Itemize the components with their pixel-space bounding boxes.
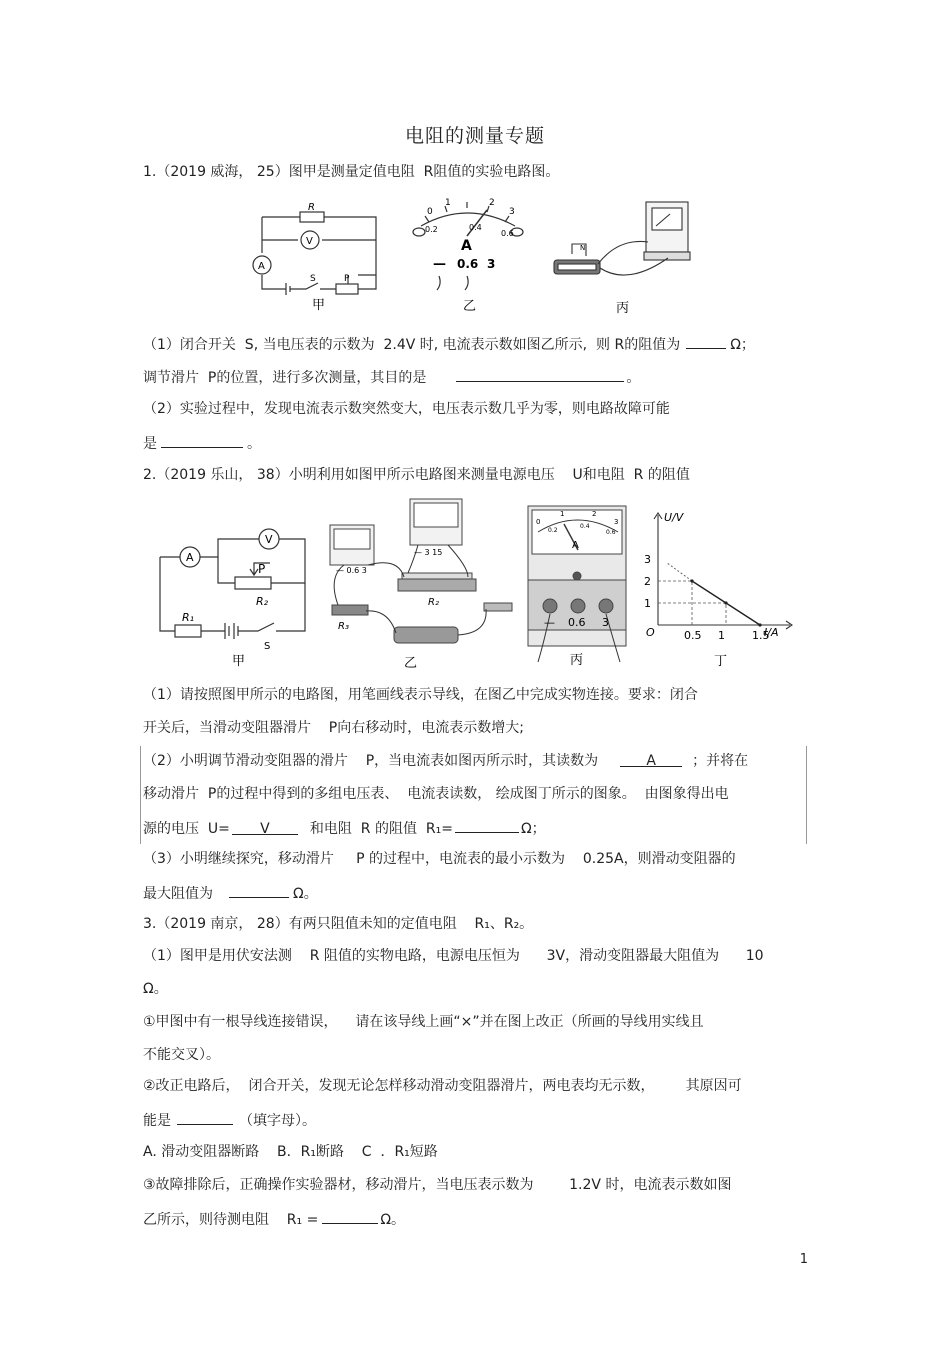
x-tick-label: 0.5 <box>684 629 702 642</box>
caption-bing: 丙 <box>616 301 630 316</box>
slider-P-label: P <box>258 562 266 576</box>
dial-tick-3: 3 <box>509 207 515 217</box>
terminal-negative: — <box>433 257 446 272</box>
q3-sub3-line1: ③故障排除后，正确操作实验器材，移动滑片，当电压表示数为 1.2V 时，电流表示数如图 <box>143 1177 732 1193</box>
dial-tick-1: 1 <box>445 198 451 208</box>
q1-part1-line1 <box>143 333 755 355</box>
data-point <box>758 623 761 626</box>
q2-part2-line1: （2）小明调节滑动变阻器的滑片 P，当电流表如图丙所示时，其读数为 A ；并将在 <box>143 753 749 769</box>
q3-heading: 3.（2019 南京， 28）有两只阻值未知的定值电阻 R₁、R₂。 <box>143 916 534 932</box>
q1-part1-line2: 调节滑片 P的位置，进行多次测量，其目的是 。 <box>143 366 640 388</box>
q1-figure-jia-circuit <box>248 195 388 317</box>
R2-label: R₂ <box>256 595 269 608</box>
q2-part1-line2: 开关后，当滑动变阻器滑片 P向右移动时，电流表示数增大; <box>143 720 524 736</box>
caption-jia: 甲 <box>232 654 246 669</box>
q1-answer-purpose-blank[interactable] <box>456 366 624 382</box>
voltmeter-symbol: V <box>265 533 273 546</box>
q2-unit-V: V <box>260 821 270 837</box>
left-margin-bar <box>140 746 141 844</box>
q2-figure-jia-circuit <box>150 515 315 670</box>
q1-purpose-text: 调节滑片 P的位置，进行多次测量，其目的是 <box>143 370 427 386</box>
q3-sub1-line1: ①甲图中有一根导线连接错误， 请在该导线上画“×”并在图上改正（所画的导线用实线且 <box>143 1014 704 1030</box>
switch-S-label: S <box>310 274 316 284</box>
page-number: 1 <box>799 1252 808 1267</box>
U-I-extension-line <box>666 562 692 581</box>
q2-part3-line1: （3）小明继续探究，移动滑片 P 的过程中，电流表的最小示数为 0.25A，则滑动变阻器的 <box>143 851 736 867</box>
q2-answer-R1-blank[interactable] <box>455 817 519 833</box>
terminal-3: 3 <box>487 257 496 271</box>
data-point <box>690 579 693 582</box>
y-tick-label: 3 <box>644 553 651 566</box>
q1-part2-line2: 是 。 <box>143 432 261 454</box>
q3-part1-line1: （1）图甲是用伏安法测 R 阻值的实物电路，电源电压恒为 3V，滑动变阻器最大阻值为 10 <box>143 948 764 964</box>
resistor-R-label: R <box>308 202 315 213</box>
q2-part2-line3: 源的电压 U= V 和电阻 R 的阻值 R₁= Ω； <box>143 817 546 839</box>
meter-unit-A: A <box>461 238 472 254</box>
dial-tick-0: 0 <box>427 207 433 217</box>
dial-subtick-0.6: 0.6 <box>501 229 514 238</box>
q2-part3-line2: 最大阻值为 Ω。 <box>143 882 318 904</box>
x-axis-label: I/A <box>764 626 779 639</box>
dial-subtick-0.4: 0.4 <box>469 223 482 232</box>
q1-figure-bing-apparatus <box>548 198 696 318</box>
right-margin-bar <box>806 746 807 844</box>
dial-tick-1: 1 <box>560 510 565 518</box>
q3-sub3-line2: 乙所示，则待测电阻 R₁ = Ω。 <box>143 1208 405 1230</box>
dial-tick-2: 2 <box>592 510 597 518</box>
terminal-3: 3 <box>602 616 609 629</box>
x-tick-label: 1.5 <box>752 629 770 642</box>
dial-subtick-0.6: 0.6 <box>606 529 616 536</box>
terminal-0.6: 0.6 <box>457 257 479 271</box>
q2-figure-ding-graph <box>640 505 800 672</box>
q3-sub2-line1: ②改正电路后， 闭合开关，发现无论怎样移动滑动变阻器滑片，两电表均无示数， 其原因可 <box>143 1078 742 1094</box>
q2-answer-current-blank[interactable] <box>620 751 682 767</box>
page-title: 电阻的测量专题 <box>404 125 545 147</box>
y-tick-label: 1 <box>644 597 651 610</box>
voltmeter-terminals-label: — 3 15 <box>414 548 443 557</box>
q3-sub1-line2: 不能交叉）。 <box>143 1047 220 1063</box>
voltmeter-symbol: V <box>306 236 313 247</box>
meter-unit-A: A <box>572 540 579 551</box>
q3-answer-reason-blank[interactable] <box>177 1109 233 1125</box>
label-N: N <box>580 244 586 252</box>
dial-subtick-0.4: 0.4 <box>580 523 590 530</box>
caption-jia: 甲 <box>312 298 326 313</box>
y-axis-label: U/V <box>664 511 684 524</box>
q1-unit: Ω； <box>730 337 755 353</box>
ammeter-symbol: A <box>186 551 194 564</box>
R1-label: R₁ <box>182 611 195 624</box>
caption-yi: 乙 <box>404 656 418 671</box>
dial-subtick-0.2: 0.2 <box>425 225 438 234</box>
q1-figure-yi-ammeter <box>405 196 530 318</box>
caption-bing: 丙 <box>570 653 584 668</box>
dial-tick-2: 2 <box>489 198 495 208</box>
y-tick-label: 2 <box>644 575 651 588</box>
R2-label: R₂ <box>428 597 439 608</box>
R3-label: R₃ <box>338 621 349 632</box>
q3-sub2-line2: 能是 （填字母）。 <box>143 1109 316 1131</box>
q1-part1-text: （1）闭合开关 S, 当电压表的示数为 2.4V 时, 电流表示数如图乙所示, 则 R的阻值为 <box>143 337 681 353</box>
data-point <box>724 601 727 604</box>
q1-answer-R-blank[interactable] <box>686 333 726 349</box>
q2-figure-bing-ammeter <box>522 502 634 670</box>
switch-S-label: S <box>264 641 271 652</box>
terminal-negative: — <box>544 616 555 629</box>
q1-answer-fault-blank[interactable] <box>161 432 243 448</box>
origin-label: O <box>646 626 655 639</box>
caption-yi: 乙 <box>463 299 477 314</box>
q2-unit-A: A <box>646 753 656 769</box>
ammeter-symbol: A <box>258 261 265 272</box>
q3-part1-line2: Ω。 <box>143 981 168 997</box>
dial-subtick-0.2: 0.2 <box>548 527 558 534</box>
q2-answer-U-blank[interactable] <box>232 819 298 835</box>
q1-heading: 1.（2019 威海， 25）图甲是测量定值电阻 R阻值的实验电路图。 <box>143 164 560 180</box>
q3-answer-R1-blank[interactable] <box>322 1208 378 1224</box>
q2-heading: 2.（2019 乐山， 38）小明利用如图甲所示电路图来测量电源电压 U和电阻 R 的阻值 <box>143 467 690 483</box>
ammeter-terminals-label: — 0.6 3 <box>336 566 367 575</box>
q2-part2-line2: 移动滑片 P的过程中得到的多组电压表、 电流表读数， 绘成图丁所示的图象。 由图象得出电 <box>143 786 729 802</box>
q1-part2-line1: （2）实验过程中，发现电流表示数突然变大，电压表示数几乎为零，则电路故障可能 <box>143 401 670 417</box>
q2-figure-yi-components <box>318 497 518 672</box>
x-tick-label: 1 <box>718 629 725 642</box>
q2-answer-Rmax-blank[interactable] <box>229 882 289 898</box>
slider-P-label: P <box>344 274 350 284</box>
dial-tick-0: 0 <box>536 518 541 526</box>
terminal-0.6: 0.6 <box>568 616 586 629</box>
q3-options: A. 滑动变阻器断路 B．R₁断路 C ．R₁短路 <box>143 1144 438 1160</box>
dial-tick-3: 3 <box>614 518 619 526</box>
q2-part1-line1: （1）请按照图甲所示的电路图，用笔画线表示导线，在图乙中完成实物连接。要求：闭合 <box>143 687 698 703</box>
caption-ding: 丁 <box>714 654 728 669</box>
